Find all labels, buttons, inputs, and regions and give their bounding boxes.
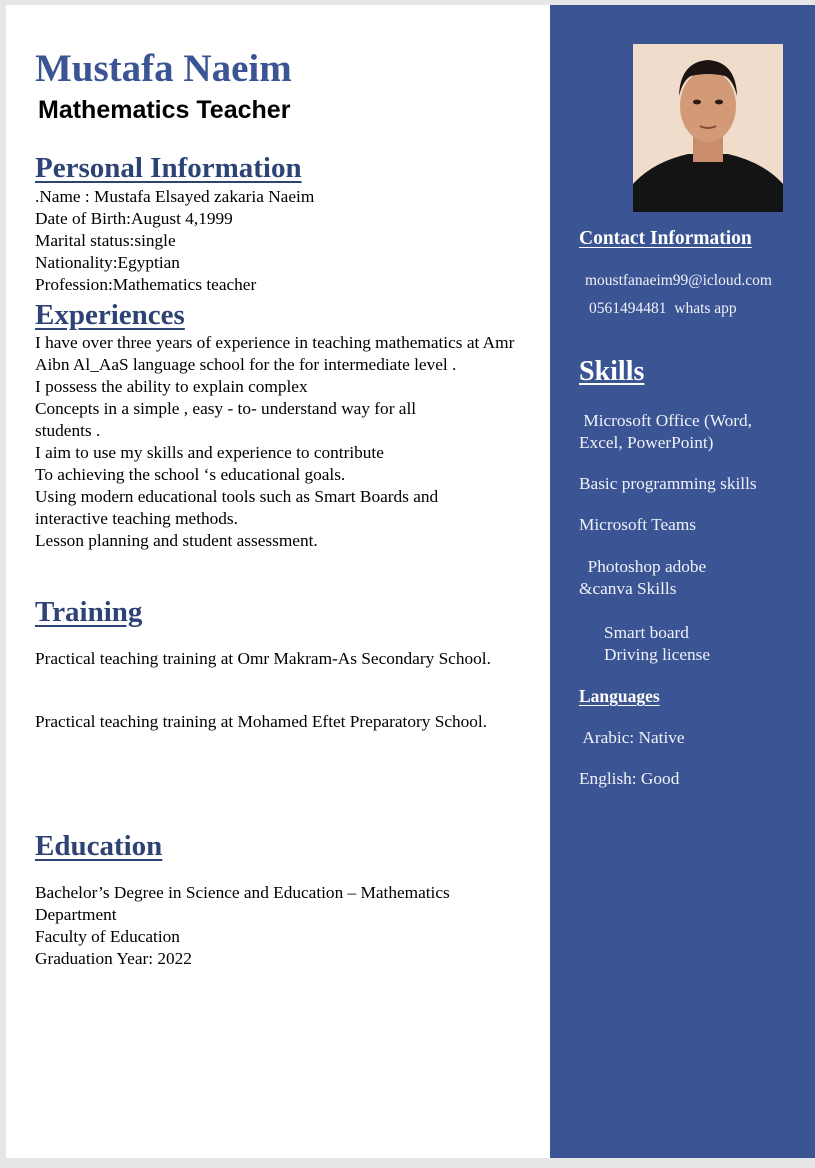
contact-email: moustfanaeim99@icloud.com (585, 272, 772, 289)
job-title: Mathematics Teacher (38, 96, 291, 124)
person-silhouette-icon (633, 44, 783, 212)
personal-info-heading: Personal Information (35, 152, 302, 184)
personal-info-dob: Date of Birth:August 4,1999 (35, 209, 233, 228)
profile-photo (633, 44, 783, 212)
skill-item: Microsoft Office (Word, Excel, PowerPoint) (579, 411, 757, 452)
personal-info-profession: Profession:Mathematics teacher (35, 275, 257, 294)
education-degree: Bachelor’s Degree in Science and Education – Mathematics Department (35, 883, 450, 924)
personal-info-marital: Marital status:single (35, 231, 176, 250)
skill-item: Photoshop adobe &canva Skills (579, 557, 711, 598)
skill-item: Driving license (604, 645, 711, 664)
experience-line: I aim to use my skills and experience to contribute (35, 443, 384, 462)
training-item: Practical teaching training at Mohamed Eftet Preparatory School. (35, 712, 488, 731)
education-faculty: Faculty of Education (35, 927, 180, 946)
skill-item: Smart board (604, 623, 689, 642)
education-section (35, 882, 505, 970)
experience-line: I have over three years of experience in teaching mathematics at Amr Aibn Al_AaS language school for the for intermediate level . (35, 333, 515, 374)
education-year: Graduation Year: 2022 (35, 949, 192, 968)
language-item: English: Good (579, 769, 680, 788)
languages-heading: Languages (579, 686, 660, 706)
personal-info-nationality: Nationality:Egyptian (35, 253, 180, 272)
experience-line: I possess the ability to explain complex (35, 377, 308, 396)
person-name: Mustafa Naeim (35, 47, 292, 90)
personal-info-section (35, 186, 314, 296)
language-item: Arabic: Native (579, 728, 685, 747)
skill-item: Basic programming skills (579, 474, 757, 493)
experiences-heading: Experiences (35, 299, 185, 331)
contact-phone: 0561494481 whats app (589, 300, 737, 317)
contact-heading: Contact Information (579, 228, 752, 249)
experience-line: Using modern educational tools such as Smart Boards and interactive teaching methods. (35, 487, 439, 528)
skill-item: Microsoft Teams (579, 515, 697, 534)
education-heading: Education (35, 830, 163, 862)
experience-line: To achieving the school ‘s educational goals. (35, 465, 346, 484)
experiences-section (35, 332, 515, 552)
training-heading: Training (35, 596, 143, 628)
experience-line: Concepts in a simple , easy - to- understand way for all students . (35, 399, 417, 440)
personal-info-name: .Name : Mustafa Elsayed zakaria Naeim (35, 187, 315, 206)
skills-heading: Skills (579, 356, 645, 387)
experience-line: Lesson planning and student assessment. (35, 531, 318, 550)
training-item: Practical teaching training at Omr Makram-As Secondary School. (35, 649, 491, 668)
